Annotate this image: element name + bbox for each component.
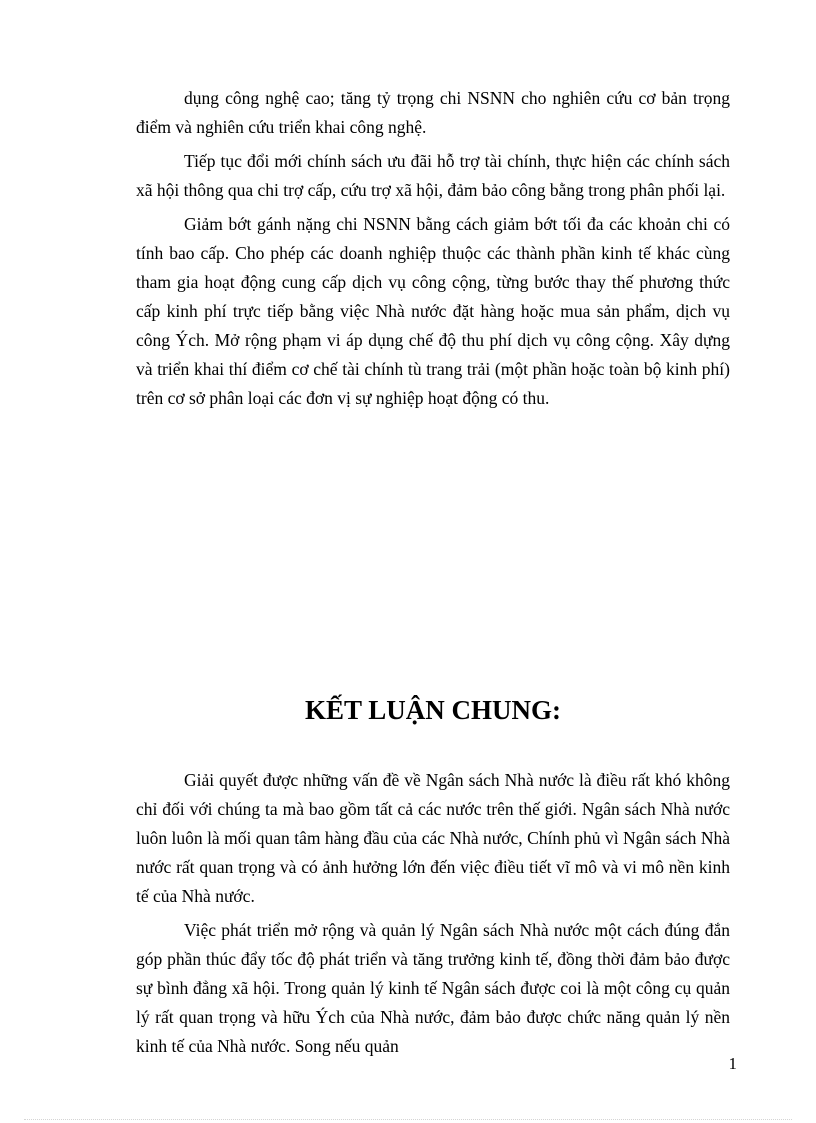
- paragraph: Tiếp tục đổi mới chính sách ưu đãi hỗ trợ tài chính, thực hiện các chính sách xã hội thông qua chi trợ cấp, cứu trợ xã hội, đảm bảo công bằng trong phân phối lại.: [136, 151, 730, 200]
- paragraph: Giảm bớt gánh nặng chi NSNN bằng cách giảm bớt tối đa các khoản chi có tính bao cấp. Cho phép các doanh nghiệp thuộc các thành phần kinh tế khác cùng tham gia hoạt động cung cấp dịch vụ công cộng, từng bước thay thế phương thức cấp kinh phí trực tiếp bằng việc Nhà nước đặt hàng hoặc mua sản phẩm, dịch vụ công Ých. Mở rộng phạm vi áp dụng chế độ thu phí dịch vụ công cộng. Xây dựng và triển khai thí điểm cơ chế tài chính tù trang trải (một phần hoặc toàn bộ kinh phí) trên cơ sở phân loại các đơn vị sự nghiệp hoạt động có thu.: [136, 214, 730, 408]
- section-heading: KẾT LUẬN CHUNG:: [304, 695, 562, 725]
- paragraph: Giải quyết được những vấn đề về Ngân sách Nhà nước là điều rất khó không chỉ đối với chúng ta mà bao gồm tất cả các nước trên thế giới. Ngân sách Nhà nước luôn luôn là mối quan tâm hàng đầu của các Nhà nước, Chính phủ vì Ngân sách Nhà nước rất quan trọng và có ảnh hưởng lớn đến việc điều tiết vĩ mô và vi mô nền kinh tế của Nhà nước.: [136, 770, 730, 906]
- paragraph: Việc phát triển mở rộng và quản lý Ngân sách Nhà nước một cách đúng đắn góp phần thúc đẩy tốc độ phát triển và tăng trưởng kinh tế, đồng thời đảm bảo được sự bình đẳng xã hội. Trong quản lý kinh tế Ngân sách được coi là một công cụ quản lý rất quan trọng và hữu Ých của Nhà nước, đảm bảo được chức năng quản lý nền kinh tế của Nhà nước. Song nếu quản: [136, 920, 730, 1056]
- page-number: 1: [728, 1054, 737, 1073]
- top-text-section: [136, 84, 730, 418]
- conclusion-text-section: [136, 766, 730, 1066]
- paragraph: dụng công nghệ cao; tăng tỷ trọng chi NSNN cho nghiên cứu cơ bản trọng điểm và nghiên cứu triển khai công nghệ.: [136, 88, 730, 137]
- footer-divider: [24, 1119, 792, 1120]
